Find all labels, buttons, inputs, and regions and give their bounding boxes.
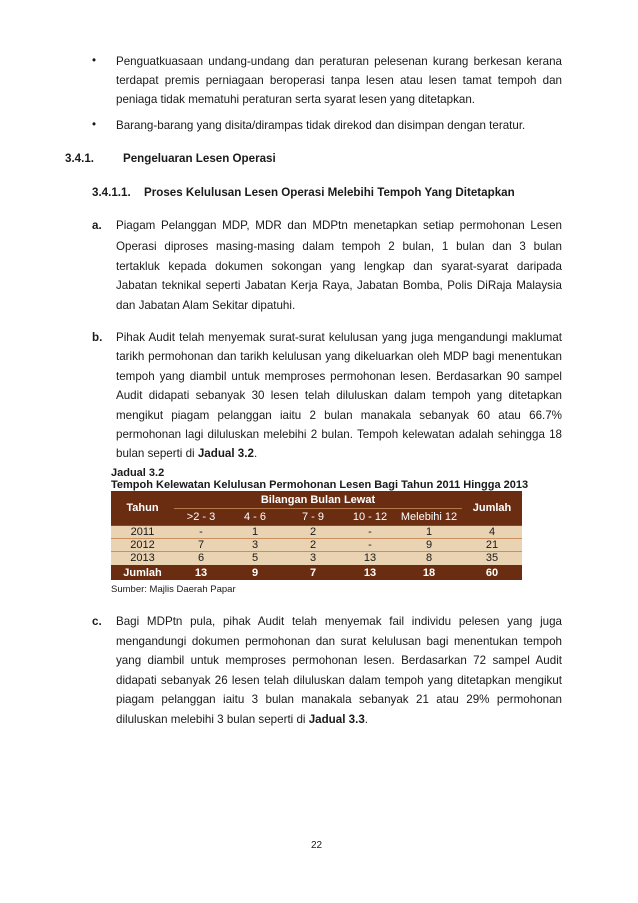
bullet-1-line-1: Penguatkuasaan undang-undang dan peraturan pelesenan kurang berkesan kerana [116, 55, 562, 68]
cell-year: 2013 [130, 552, 155, 564]
table-row [111, 526, 522, 538]
subsection-title: Proses Kelulusan Lesen Operasi Melebihi Tempoh Yang Ditetapkan [144, 186, 515, 199]
cell-value: 3 [251, 539, 259, 551]
paragraph-c-label: c. [92, 615, 102, 628]
table-header [111, 491, 522, 525]
paragraph-a-line: Piagam Pelanggan MDP, MDR dan MDPtn menetapkan setiap permohonan Lesen [116, 219, 562, 232]
subsection-number: 3.4.1.1. [92, 186, 131, 199]
paragraph-a-line: Operasi diproses masing-masing dalam tempoh 2 bulan, 1 bulan dan 3 bulan [116, 240, 562, 253]
cell-value: 2 [309, 539, 317, 551]
paragraph-b-line: tarikh permohonan dan tarikh kelulusan yang dikeluarkan oleh MDP bagi menentukan [116, 350, 562, 363]
col-header: 10 - 12 [352, 511, 388, 523]
section-number: 3.4.1. [65, 152, 95, 165]
cell-value: 6 [197, 552, 205, 564]
paragraph-a-line: Jabatan teknikal seperti Jabatan Kerja Raya, Jabatan Bomba, Polis DiRaja Malaysia [116, 279, 562, 292]
paragraph-c-last-suffix: . [364, 713, 369, 726]
footer-total: 60 [485, 567, 499, 579]
paragraph-b-line: tempoh yang diambil untuk memproses permohonan lesen. Berdasarkan 90 sampel [116, 370, 562, 383]
bullet-2-line-1: Barang-barang yang disita/dirampas tidak direkod dan disimpan dengan teratur. [116, 119, 526, 132]
bullet-icon: • [92, 55, 97, 67]
paragraph-c-line: piagam pelanggan iaitu 3 bulan manakala sebanyak 21 atau 29% permohonan [116, 693, 562, 706]
cell-value: 5 [251, 552, 259, 564]
paragraph-c-line: didapati sebanyak 26 lesen telah diluluskan dalam tempoh yang ditetapkan mengikut [116, 674, 562, 687]
paragraph-b-line: Pihak Audit telah menyemak surat-surat kelulusan yang juga mengandungi maklumat [116, 331, 562, 344]
page-number: 22 [311, 840, 323, 851]
table-ref-link: Jadual 3.2 [197, 447, 254, 460]
bullet-1-line-2: terdapat premis perniagaan beroperasi tanpa lesen atau lesen tamat tempoh dan [116, 74, 562, 87]
paragraph-b-line: Audit didapati sebanyak 30 lesen telah diluluskan dalam tempoh yang ditetapkan [116, 389, 562, 402]
cell-value: - [368, 539, 372, 551]
paragraph-a-line: dan Jabatan Alam Sekitar dipatuhi. [116, 299, 296, 312]
cell-value: - [199, 526, 203, 538]
footer-value: 18 [422, 567, 436, 579]
table-row [111, 552, 522, 564]
paragraph-b-last-line [116, 447, 257, 461]
cell-total: 21 [485, 539, 499, 551]
cell-value: 13 [363, 552, 377, 564]
cell-value: 1 [425, 526, 433, 538]
paragraph-b-label: b. [92, 331, 103, 344]
col-header-total: Jumlah [472, 502, 512, 514]
group-header: Bilangan Bulan Lewat [260, 494, 376, 506]
table-source: Sumber: Majlis Daerah Papar [111, 584, 236, 595]
paragraph-a-line: tertakluk kepada dokumen sokongan yang lengkap dan syarat-syarat daripada [116, 260, 562, 273]
cell-total: 35 [485, 552, 499, 564]
paragraph-b-line: mengikut piagam pelanggan iaitu 2 bulan manakala sebanyak 60 atau 66.7% [116, 409, 562, 422]
cell-year: 2011 [130, 526, 155, 538]
footer-value: 13 [363, 567, 377, 579]
paragraph-a-label: a. [92, 219, 102, 232]
cell-value: 9 [425, 539, 433, 551]
paragraph-c-line: mengandungi dokumen permohonan dan surat kelulusan bagi menentukan tempoh [116, 635, 562, 648]
cell-value: - [368, 526, 372, 538]
cell-value: 3 [309, 552, 317, 564]
footer-value: 13 [194, 567, 208, 579]
table-row [111, 539, 522, 551]
table-title: Tempoh Kelewatan Kelulusan Permohonan Lesen Bagi Tahun 2011 Hingga 2013 [111, 479, 529, 491]
paragraph-c-line: yang diambil untuk memproses permohonan lesen. Berdasarkan 72 sampel Audit [116, 654, 562, 667]
cell-year: 2012 [130, 539, 155, 551]
paragraph-c-line: Bagi MDPtn pula, pihak Audit telah menyemak fail individu pelesen yang juga [116, 615, 562, 628]
col-header: 4 - 6 [243, 511, 266, 523]
paragraph-c-last-line [116, 713, 368, 727]
footer-label: Jumlah [123, 567, 162, 579]
paragraph-b-line: permohonan lagi diluluskan melebihi 2 bulan. Tempoh kelewatan adalah sehingga 18 [116, 428, 562, 441]
col-header: 7 - 9 [301, 511, 324, 523]
table-footer [111, 565, 522, 580]
footer-value: 9 [251, 567, 259, 579]
cell-value: 2 [309, 526, 317, 538]
paragraph-b-last-prefix: bulan seperti di [116, 447, 198, 460]
paragraph-b-last-suffix: . [253, 447, 258, 460]
cell-total: 4 [488, 526, 496, 538]
cell-value: 8 [425, 552, 433, 564]
paragraph-c-last-prefix: diluluskan melebihi 3 bulan seperti di [116, 713, 309, 726]
bullet-1-line-3: peniaga tidak mematuhi peraturan serta syarat lesen yang ditetapkan. [116, 93, 475, 106]
cell-value: 1 [251, 526, 259, 538]
col-header-year: Tahun [126, 502, 159, 514]
col-header: Melebihi 12 [400, 511, 458, 523]
table-ref-link: Jadual 3.3 [308, 713, 365, 726]
col-header: >2 - 3 [186, 511, 216, 523]
section-title: Pengeluaran Lesen Operasi [123, 152, 276, 165]
cell-value: 7 [197, 539, 205, 551]
table-label: Jadual 3.2 [111, 467, 165, 479]
bullet-icon: • [92, 119, 97, 131]
footer-value: 7 [309, 567, 317, 579]
